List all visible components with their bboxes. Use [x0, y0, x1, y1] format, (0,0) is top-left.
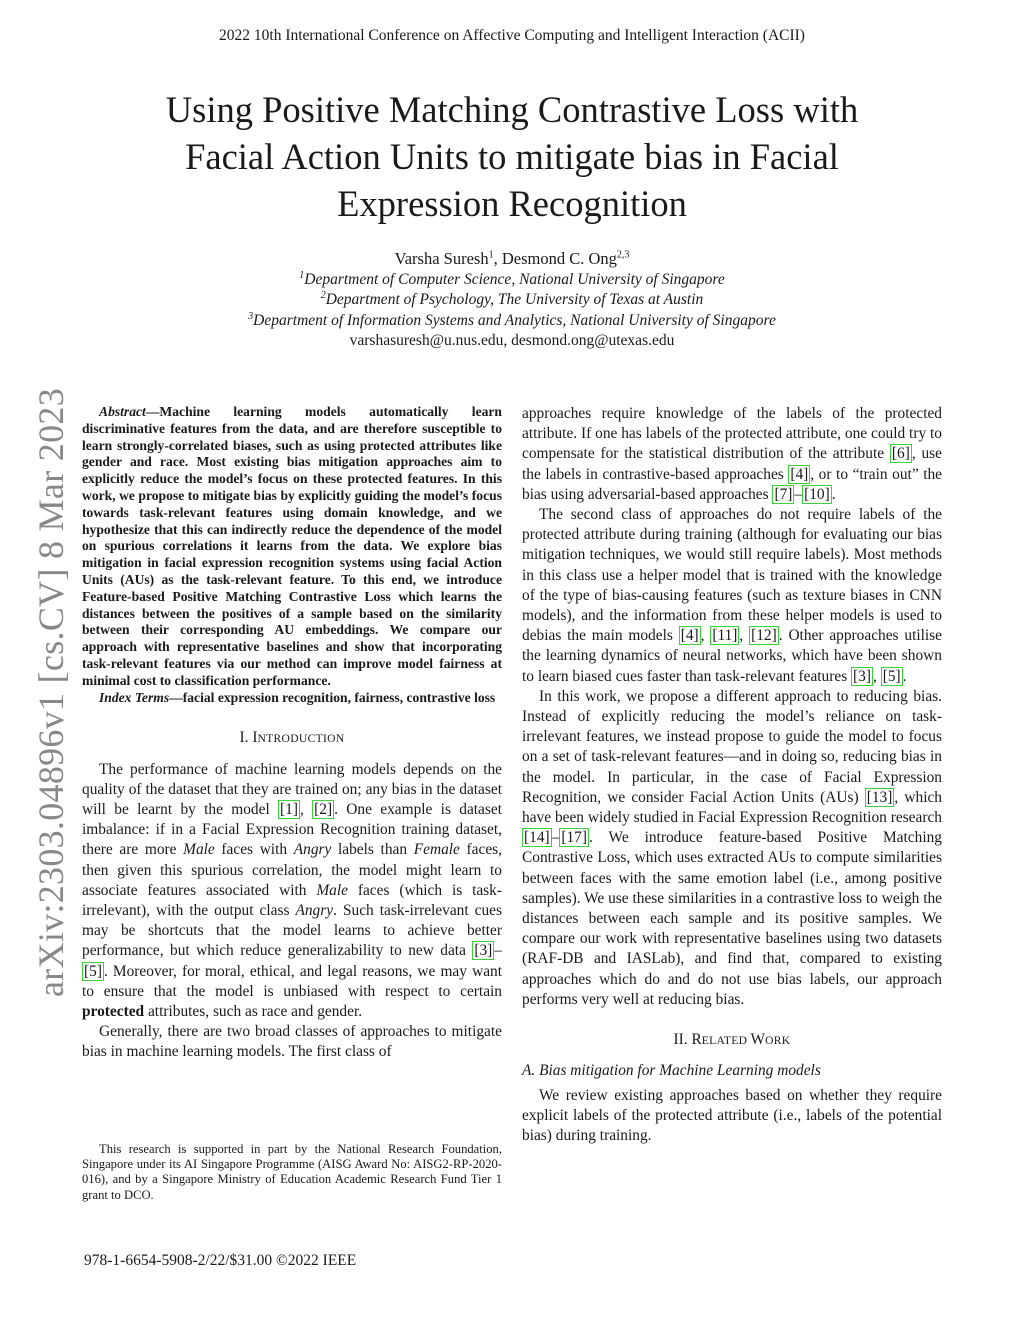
citation-link[interactable]: [4]: [790, 465, 809, 483]
citation-link[interactable]: [14]: [524, 829, 550, 847]
author-emails: varshasuresh@u.nus.edu, desmond.ong@utexas.edu: [349, 332, 675, 349]
title-line: Facial Action Units to mitigate bias in Facial: [185, 136, 839, 177]
arxiv-identifier: arXiv:2303.04896v1 [cs.CV] 8 Mar 2023: [31, 388, 71, 998]
citation-link[interactable]: [4]: [680, 627, 699, 645]
author-name: Varsha Suresh: [394, 249, 489, 268]
isbn-copyright: 978-1-6654-5908-2/22/$31.00 ©2022 IEEE: [84, 1252, 357, 1269]
title-line: Expression Recognition: [337, 183, 687, 224]
section-numeral: I.: [239, 729, 253, 747]
citation-link[interactable]: [11]: [712, 627, 738, 645]
footnote: This research is supported in part by the National Research Foundation, Singapore under its AI Singapore Programme (AISG Award No: AISG2-RP-2020-016), and by a Singapore Ministry of Education Academic Research Fund Tier 1 grant to DCO.: [82, 1142, 502, 1202]
affiliation: [0, 271, 1024, 289]
affiliation: [0, 291, 1024, 309]
affiliation-superscript: 2: [320, 289, 326, 301]
citation-link[interactable]: [3]: [474, 942, 493, 960]
author-separator: ,: [493, 249, 502, 268]
affiliation-superscript: 3: [248, 310, 254, 322]
body-paragraph: approaches require knowledge of the labels of the protected attribute. If one has labels of the protected attribute, one could try to compensate for the statistical distribution of the attribute [6] , use the labels in contrastive-based approaches [4] , or to “train out” the bias using adversarial-based approaches [7] – [10] .: [522, 405, 942, 503]
section-heading-related-work: II. RELATED WORK: [673, 1031, 791, 1049]
paper-title: [60, 86, 964, 227]
section-heading-introduction: [82, 728, 502, 749]
citation-link[interactable]: [13]: [866, 788, 893, 806]
citation-link[interactable]: [6]: [891, 445, 910, 463]
author-name: Desmond C. Ong: [501, 249, 617, 268]
abstract-label: Abstract: [99, 404, 146, 419]
title-line: Using Positive Matching Contrastive Loss with: [165, 89, 859, 130]
section-initial: I: [252, 729, 258, 747]
citation-link[interactable]: [5]: [84, 962, 102, 980]
right-column: [522, 404, 942, 1146]
affiliation: [0, 312, 1024, 330]
abstract-text: —Machine learning models automatically learn discriminative features from the data, and are therefore susceptible to learn strongly-correlated biases, such as using protected attributes like gender and race. Most existing bias mitigation approaches aim to explicitly reduce the model’s focus on these protected features. In this work, we propose to mitigate bias by explicitly guiding the model’s focus towards task-relevant features using domain knowledge, and we hypothesize that this can indirectly reduce the dependence of the model on spurious correlations it learns from the data. We explore bias mitigation in facial expression recognition systems using facial Action Units (AUs) as the task-relevant feature. To this end, we introduce Feature-based Positive Matching Contrastive Loss which learns the distances between the positives of a sample based on the similarity between their corresponding AU embeddings. We compare our approach with representative baselines and show that incorporating task-relevant features via our method can improve model fairness at minimal cost to classification performance.: [82, 404, 502, 688]
author-superscript: 2,3: [616, 249, 630, 261]
section-numeral: II.: [673, 1031, 692, 1049]
body-paragraph: In this work, we propose a different approach to reducing bias. Instead of explicitly reducing the model’s reliance on task-irrelevant features, we instead propose to guide the model to focus on a set of task-relevant features—and in doing so, reducing bias in the model. In particular, in the case of Facial Expression Recognition, we consider Facial Action Units (AUs) [13] , which have been widely studied in Facial Expression Recognition research [14] – [17] . We introduce feature-based Positive Matching Contrastive Loss, which uses extracted AUs to compute similarities between faces with the same emotion label (i.e., among positive samples). We use these similarities in a contrastive loss to weigh the distances between each sample and its positive samples. We compare our work with representative baselines using two datasets (RAF-DB and IASLab), and find that, compared to existing approaches which do and do not use bias labels, our approach performs very well at reducing bias.: [522, 687, 943, 1008]
body-paragraph: The second class of approaches do not require labels of the protected attribute during training (although for evaluating our bias mitigation techniques, we would still require labels). Most methods in this class use a helper model that is trained with the knowledge of the type of bias-causing features (such as texture biases in CNN models), and the information from these helper models is used to debias the main models [4] , [11] , [12] . Other approaches utilise the learning dynamics of neural networks, which have been shown to learn biased cues faster than task-relevant features [3] , [5] .: [522, 506, 942, 685]
index-terms: [82, 690, 502, 707]
left-column: [82, 404, 502, 1063]
citation-link[interactable]: [12]: [751, 627, 777, 645]
citation-link[interactable]: [1]: [280, 800, 298, 818]
citation-link[interactable]: [5]: [882, 667, 901, 685]
citation-link[interactable]: [17]: [561, 829, 588, 847]
citation-link[interactable]: [10]: [804, 485, 830, 503]
affiliation-text: Department of Computer Science, National University of Singapore: [304, 271, 725, 288]
affiliation-text: Department of Information Systems and Analytics, National University of Singapore: [253, 312, 776, 329]
subsection-heading: A. Bias mitigation for Machine Learning models: [522, 1062, 821, 1080]
citation-link[interactable]: [3]: [853, 667, 871, 685]
citation-link[interactable]: [7]: [774, 485, 793, 503]
abstract: [82, 404, 502, 690]
affiliation-superscript: 1: [299, 269, 305, 281]
citation-link[interactable]: [2]: [314, 800, 333, 818]
intro-paragraph: Generally, there are two broad classes of approaches to mitigate bias in machine learning models. The first class of: [82, 1023, 502, 1061]
section-title-rest: NTRODUCTION: [257, 732, 345, 746]
index-terms-label: Index Terms: [99, 689, 170, 705]
author-list: [0, 249, 1024, 269]
body-paragraph: We review existing approaches based on whether they require explicit labels of the protected attribute (i.e., labels of the potential bias) during training.: [522, 1086, 942, 1144]
index-terms-text: —facial expression recognition, fairness, contrastive loss: [169, 689, 496, 705]
affiliation-text: Department of Psychology, The University of Texas at Austin: [325, 291, 704, 308]
author-superscript: 1: [488, 249, 494, 261]
conference-header: 2022 10th International Conference on Affective Computing and Intelligent Interaction (ACII): [219, 27, 805, 44]
intro-paragraph: The performance of machine learning models depends on the quality of the dataset that they are trained on; any bias in the dataset will be learnt by the model [1] , [2] . One example is dataset imbalance: if in a Facial Expression Recognition training dataset, there are more Male faces with Angry labels than Female faces, then given this spurious correlation, the model might learn to associate features associated with Male faces (which is task-irrelevant), with the output class Angry. Such task-irrelevant cues may be shortcuts that the model learns to achieve better performance, but which reduce generalizability to new data [3] –[5] . Moreover, for moral, ethical, and legal reasons, we may want to ensure that the model is unbiased with respect to certain protected attributes, such as race and gender.: [82, 760, 502, 1020]
